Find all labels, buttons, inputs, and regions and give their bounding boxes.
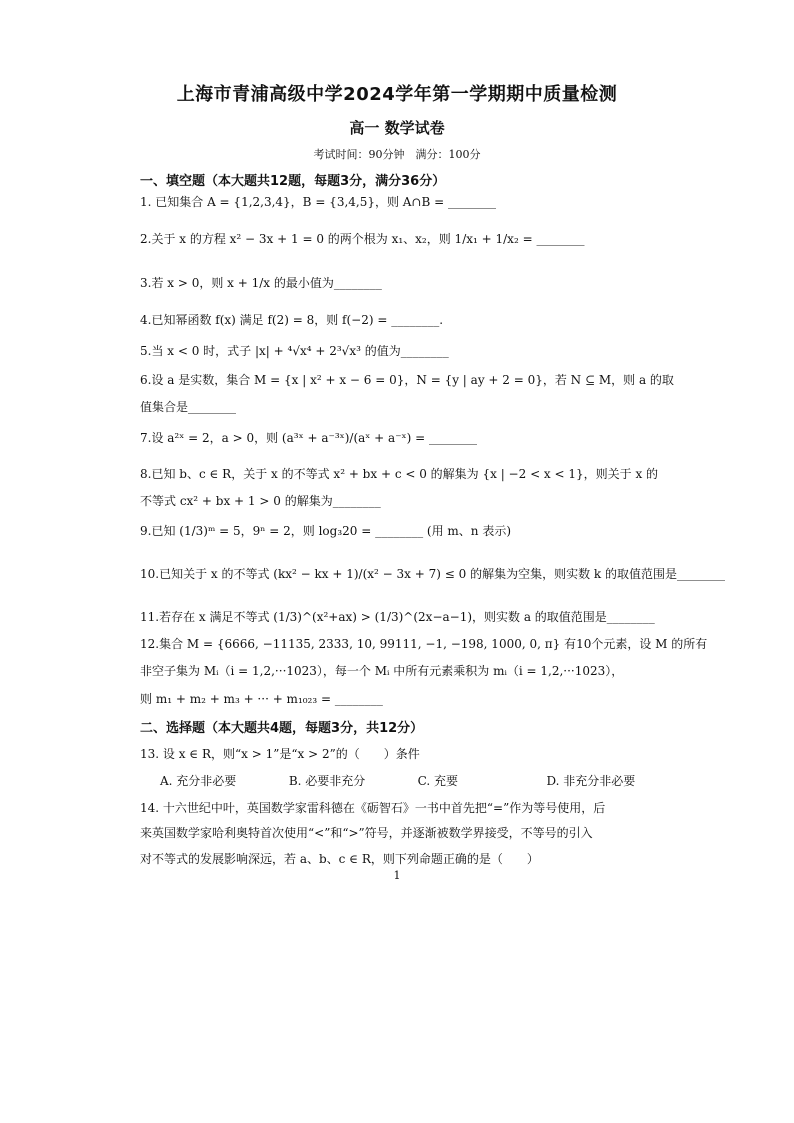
option-b: B. 必要非充分 [288,774,366,788]
question-14-line-2: 来英国数学家哈利奥特首次使用“<”和“>”符号，并逐渐被数学界接受，不等号的引入 [140,826,593,840]
question-10: 10.已知关于 x 的不等式 (kx² − kx + 1)/(x² − 3x + 7) ≤ 0 的解集为空集，则实数 k 的取值范围是________ [140,567,725,581]
question-3: 3.若 x > 0，则 x + 1/x 的最小值为________ [140,276,382,290]
question-9: 9.已知 (1/3)ᵐ = 5，9ⁿ = 2，则 log₃20 = ________ (用 m、n 表示) [140,524,511,538]
exam-subtitle: 高一 数学试卷 [349,119,445,137]
option-d: D. 非充分非必要 [546,774,636,788]
question-12-line-1: 12.集合 M = {6666, −11135, 2333, 10, 99111, −1, −198, 1000, 0, π} 有10个元素，设 M 的所有 [140,637,708,651]
option-a: A. 充分非必要 [160,774,237,788]
question-2: 2.关于 x 的方程 x² − 3x + 1 = 0 的两个根为 x₁、x₂，则 1/x₁ + 1/x₂ = ________ [140,232,585,246]
question-1: 1. 已知集合 A = {1,2,3,4}，B = {3,4,5}，则 A∩B = ________ [140,195,497,209]
section-fill-heading: 一、填空题（本大题共12题，每题3分，满分36分） [140,174,446,189]
question-11: 11.若存在 x 满足不等式 (1/3)^(x²+ax) > (1/3)^(2x−a−1)，则实数 a 的取值范围是________ [140,610,655,624]
option-c: C. 充要 [417,774,459,788]
question-7: 7.设 a²ˣ = 2，a > 0，则 (a³ˣ + a⁻³ˣ)/(aˣ + a⁻ˣ) = ________ [140,431,477,445]
question-8-line-2: 不等式 cx² + bx + 1 > 0 的解集为________ [140,494,381,508]
question-14-line-1: 14. 十六世纪中叶，英国数学家雷科德在《砺智石》一书中首先把“=”作为等号使用，后 [140,801,606,815]
question-5: 5.当 x < 0 时，式子 |x| + ⁴√x⁴ + 2³√x³ 的值为________ [140,344,449,358]
question-12-line-2: 非空子集为 Mᵢ（i = 1,2,···1023），每一个 Mᵢ 中所有元素乘积为 mᵢ（i = 1,2,···1023）， [140,664,624,678]
question-6-line-2: 值集合是________ [140,400,237,414]
question-13: 13. 设 x ∈ R，则“x > 1”是“x > 2”的（ ）条件 [140,747,420,761]
question-14-line-3: 对不等式的发展影响深远，若 a、b、c ∈ R，则下列命题正确的是（ ） [140,852,539,866]
section-choice-heading: 二、选择题（本大题共4题，每题3分，共12分） [140,721,424,736]
page-number: 1 [393,869,401,882]
question-12-line-3: 则 m₁ + m₂ + m₃ + ··· + m₁₀₂₃ = ________ [140,692,383,706]
question-8-line-1: 8.已知 b、c ∈ R，关于 x 的不等式 x² + bx + c < 0 的解集为 {x | −2 < x < 1}，则关于 x 的 [140,467,659,481]
question-13-options [160,772,671,789]
exam-title: 上海市青浦高级中学2024学年第一学期期中质量检测 [176,84,618,105]
question-6-line-1: 6.设 a 是实数，集合 M = {x | x² + x − 6 = 0}，N = {y | ay + 2 = 0}，若 N ⊆ M，则 a 的取 [140,373,674,387]
question-4: 4.已知幂函数 f(x) 满足 f(2) = 8，则 f(−2) = ________. [140,313,444,327]
exam-info: 考试时间：90分钟 满分：100分 [313,148,481,161]
